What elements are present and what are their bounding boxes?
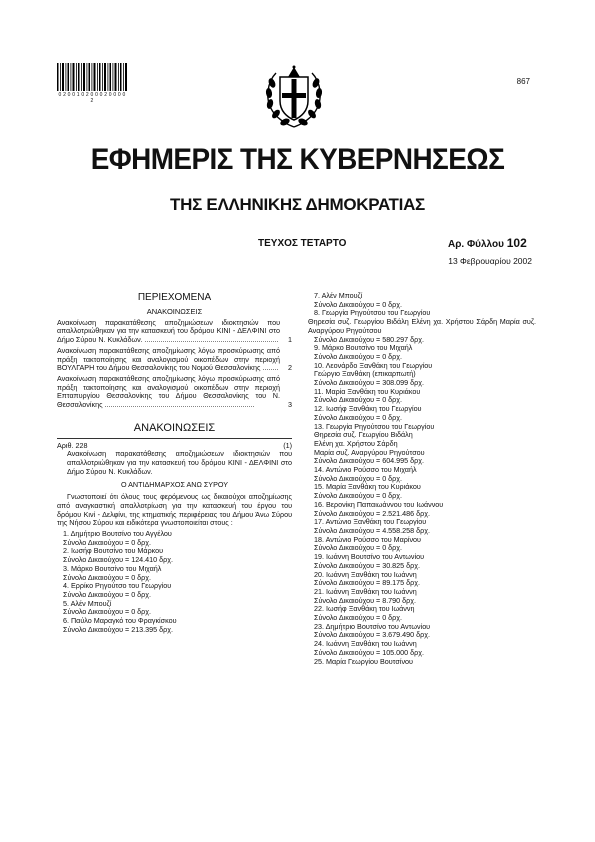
owner-total: Σύνολο Δικαιούχου = 0 δρχ. [314, 613, 403, 623]
sheet-label-text: Αρ. Φύλλου [448, 239, 504, 250]
toc-entry [57, 375, 292, 410]
divider [57, 438, 292, 439]
owner-total: Σύνολο Δικαιούχου = 0 δρχ. [314, 395, 403, 405]
greek-coat-of-arms-emblem [258, 63, 330, 131]
owner-name: 11. Μαρία Ξανθάκη του Κυριάκου [314, 386, 421, 396]
toc-entry [57, 319, 292, 345]
toc-entry-text: Ανακοίνωση παρακατάθεσης αποζημίωσης λόγω προσκύρωσης από πράξη τακτοποίησης και αναλογισμού οικοπέδων στην περιοχή Επταπυργίου Θεσσαλονίκης του Δήμου Θεσσαλονίκης του Ν. Θεσσαλονίκης ........................................................................... [57, 373, 280, 410]
toc-entry [57, 347, 292, 373]
owner-name: 16. Βερονίκη Παπαιωάννου του Ιωάννου [314, 499, 444, 509]
owner-entry [308, 423, 536, 467]
announcement-intro: Γνωστοποιεί ότι όλους τους φερόμενους ως δικαιούχοι αποζημίωσης από αναγκαστική απαλλοτρίωση για την κατασκευή του έργου του δρόμου Κινί - Δελφίνι, της κτηματικής περιφέρειας του Δήμου Άνω Σύρου της Νήσου Σύρου και ειδικότερα γνωστοποιείται στους : [57, 492, 292, 528]
right-column [308, 292, 536, 666]
toc-entry-page: 1 [288, 335, 292, 345]
owner-total: Σύνολο Δικαιούχου = 0 δρχ. [314, 543, 403, 553]
owner-total: Σύνολο Δικαιούχου = 3.679.490 δρχ. [314, 630, 431, 640]
owner-entry [308, 640, 536, 657]
announcement-summary: Ανακοίνωση παρακατάθεσης αποζημιώσεων ιδιοκτησιών που απαλλοτριώθηκαν για την κατασκευή του δρόμου ΚΙΝΙ - ΔΕΛΦΙΝΙ στο Δήμο Σύρου Ν. Κυκλάδων. [67, 449, 292, 476]
page-number: 867 [516, 77, 530, 86]
toc-section: ΑΝΑΚΟΙΝΩΣΕΙΣ [146, 307, 203, 316]
owner-name: 21. Ιωάννη Ξανθάκη του Ιωάννη [314, 586, 417, 596]
barcode-number: 0 2 0 0 1 0 2 0 0 0 2 0 0 0 0 2 [58, 92, 126, 104]
barcode [57, 63, 127, 91]
owner-total: Σύνολο Δικαιούχου = 8.790 δρχ. [314, 595, 417, 605]
owner-entry [308, 605, 536, 622]
owner-total: Σύνολο Δικαιούχου = 0 δρχ. [314, 412, 403, 422]
owner-entry [308, 623, 536, 640]
owner-entry [308, 536, 536, 553]
owner-name: 13. Γεωργία Ρηγούτσου του Γεωργίου [314, 421, 435, 431]
owner-name-cont: Θηρεσία συζ. Γεωργίου Βιδάλη Ελένη χα. Χρήστου Σάρδη Μαρία συζ. Αναργύρου Ρηγούτσου [308, 317, 536, 335]
owner-name: 12. Ιωσήφ Ξανθάκη του Γεωργίου [314, 404, 422, 414]
owner-entry [308, 553, 536, 570]
owner-name-cont: Θηρεσία συζ. Γεωργίου Βιδάλη [314, 430, 413, 440]
owner-entry [57, 565, 292, 582]
owner-total: Σύνολο Δικαιούχου = 105.000 δρχ. [314, 647, 425, 657]
owner-name-cont: Μαρία συζ. Αναργύρου Ρηγούτσου [314, 447, 425, 457]
owner-entry [308, 501, 536, 518]
owner-entry [308, 518, 536, 535]
owner-name: 7. Αλέν Μπουζί [314, 291, 363, 300]
toc-heading: ΠΕΡΙΕΧΟΜΕΝΑ [137, 292, 212, 303]
owner-total: Σύνολο Δικαιούχου = 0 δρχ. [314, 299, 403, 309]
owner-name: 4. Ερρίκο Ρηγούτσο του Γεωργίου [63, 581, 172, 591]
sheet-number: 102 [506, 236, 527, 250]
owner-entry [308, 466, 536, 483]
toc-entry-page: 2 [288, 363, 292, 373]
owner-total: Σύνολο Δικαιούχου = 0 δρχ. [314, 473, 403, 483]
owner-total: Σύνολο Δικαιούχου = 124.410 δρχ. [63, 555, 174, 565]
owner-name: 5. Αλέν Μπουζί [63, 598, 112, 608]
owner-total: Σύνολο Δικαιούχου = 0 δρχ. [63, 537, 152, 547]
announcements-heading: ΑΝΑΚΟΙΝΩΣΕΙΣ [133, 421, 216, 434]
owner-total: Σύνολο Δικαιούχου = 604.995 δρχ. [314, 456, 425, 466]
owner-entry [308, 309, 536, 344]
owner-entry [308, 388, 536, 405]
owner-name: 1. Δημήτριο Βουτσίνο του Αγγέλου [63, 529, 172, 539]
owner-total: Σύνολο Δικαιούχου = 2.521.486 δρχ. [314, 508, 431, 518]
owner-entry [308, 362, 536, 388]
owner-entry [308, 405, 536, 422]
owner-name-cont: Ελένη χα. Χρήστου Σάρδη [314, 438, 398, 448]
owner-name: 17. Αντώνιο Ξανθάκη του Γεωργίου [314, 517, 427, 527]
toc-entry-text: Ανακοίνωση παρακατάθεσης αποζημιώσεων ιδιοκτησιών που απαλλοτριώθηκαν για την κατασκευή του δρόμου ΚΙΝΙ - ΔΕΛΦΙΝΙ στο Δήμο Σύρου Ν. Κυκλάδων. ................................................................... [57, 317, 280, 345]
owner-total: Σύνολο Δικαιούχου = 0 δρχ. [63, 589, 152, 599]
owner-entry [57, 617, 292, 634]
owner-name: 3. Μάρκο Βουτσίνο του Μιχαήλ [63, 563, 162, 573]
owner-total: Σύνολο Δικαιούχου = 580.297 δρχ. [314, 334, 425, 344]
announcement-ref: (1) [283, 440, 292, 450]
owner-total: Σύνολο Δικαιούχου = 30.825 δρχ. [314, 560, 421, 570]
owner-total: Σύνολο Δικαιούχου = 4.558.258 δρχ. [314, 525, 431, 535]
owner-name: 19. Ιωάννη Βουτσίνο του Αντωνίου [314, 552, 425, 562]
toc-entry-page: 3 [288, 400, 292, 410]
announcement-authority: Ο ΑΝΤΙΔΗΜΑΡΧΟΣ ΑΝΩ ΣΥΡΟΥ [120, 479, 229, 489]
owner-total: Σύνολο Δικαιούχου = 308.099 δρχ. [314, 378, 425, 388]
owner-name: 20. Ιωάννη Ξανθάκη του Ιωάννη [314, 569, 417, 579]
owner-total: Σύνολο Δικαιούχου = 213.395 δρχ. [63, 624, 174, 634]
issue-date: 13 Φεβρουαρίου 2002 [448, 256, 532, 266]
owner-total: Σύνολο Δικαιούχου = 0 δρχ. [63, 572, 152, 582]
owner-name-cont: Γεώργιο Ξανθάκη (επικαρπωτή) [314, 369, 416, 379]
owner-name: 24. Ιωάννη Ξανθάκη του Ιωάννη [314, 639, 417, 649]
owner-name: 22. Ιωσήφ Ξανθάκη του Ιωάννη [314, 604, 415, 614]
owner-entry [57, 582, 292, 599]
owner-total: Σύνολο Δικαιούχου = 0 δρχ. [314, 491, 403, 501]
gazette-title: ΕΦΗΜΕΡΙΣ ΤΗΣ ΚΥΒΕΡΝΗΣΕΩΣ [90, 143, 505, 176]
left-column [57, 292, 292, 635]
toc-entry-text: Ανακοίνωση παρακατάθεσης αποζημίωσης λόγω προσκύρωσης από πράξη τακτοποίησης και αναλογισμού οικοπέδων στην περιοχή ΒΟΥΛΓΑΡΗ του Δήμου Θεσσαλονίκης του Νομού Θεσσαλονίκης ........ [57, 345, 280, 373]
owner-entry [308, 571, 536, 588]
owner-entry [57, 547, 292, 564]
owner-total: Σύνολο Δικαιούχου = 89.175 δρχ. [314, 578, 421, 588]
owner-total: Σύνολο Δικαιούχου = 0 δρχ. [314, 351, 403, 361]
owner-total: Σύνολο Δικαιούχου = 0 δρχ. [63, 607, 152, 617]
gazette-subtitle: ΤΗΣ ΕΛΛΗΝΙΚΗΣ ΔΗΜΟΚΡΑΤΙΑΣ [170, 195, 425, 214]
issue-type: ΤΕΥΧΟΣ ΤΕΤΑΡΤΟ [258, 238, 347, 249]
owner-name: 25. Μαρία Γεωργίου Βουτσίνου [314, 656, 413, 666]
announcement-number: Αριθ. 228 [57, 440, 88, 450]
owner-entry [308, 658, 536, 667]
owner-entry [57, 530, 292, 547]
owner-name: 2. Ιωσήφ Βουτσίνο του Μάρκου [63, 546, 164, 556]
owner-entry [308, 344, 536, 361]
sheet-number-label [448, 236, 527, 250]
owner-name: 6. Παύλο Μαραγκό του Φραγκίσκου [63, 616, 177, 626]
owner-name: 18. Αντώνιο Ρούσσο του Μαρίνου [314, 534, 421, 544]
owner-name: 23. Δημήτριο Βουτσίνο του Αντωνίου [314, 621, 431, 631]
owner-entry [308, 483, 536, 500]
owner-name: 10. Λεονάρδο Ξανθάκη του Γεωργίου [314, 360, 433, 370]
owner-entry [57, 600, 292, 617]
owner-entry [308, 292, 536, 309]
owner-name: 15. Μαρία Ξανθάκη του Κυριάκου [314, 482, 421, 492]
owner-entry [308, 588, 536, 605]
owner-name: 14. Αντώνιο Ρούσσο του Μιχαήλ [314, 465, 417, 475]
owner-name: 9. Μάρκο Βουτσίνο του Μιχαήλ [314, 343, 413, 353]
owner-name: 8. Γεωργία Ρηγούτσου του Γεωργίου [314, 308, 431, 318]
